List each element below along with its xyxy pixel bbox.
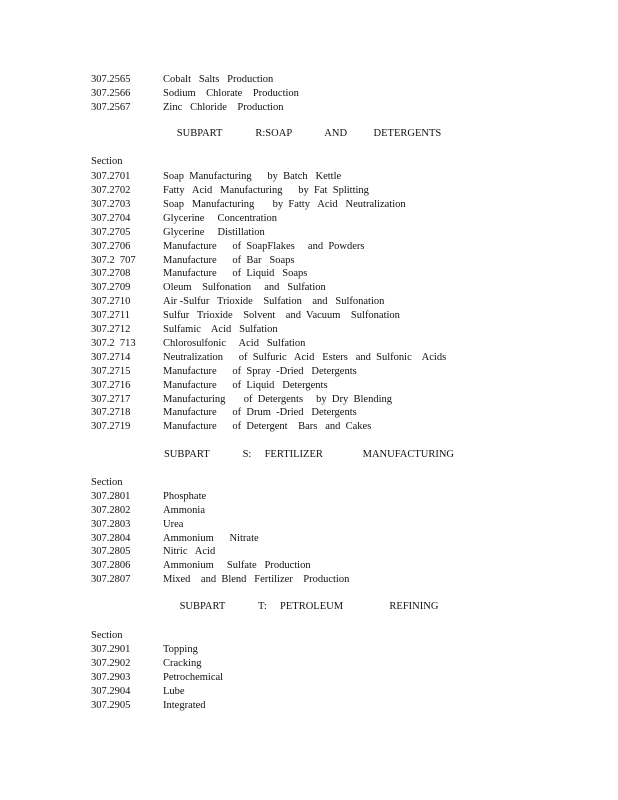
section-description: Topping [163, 644, 198, 655]
section-number: 307.2902 [91, 658, 131, 669]
section-description: Chlorosulfonic Acid Sulfation [163, 338, 306, 349]
section-number: 307.2802 [91, 505, 131, 516]
section-number: 307.2703 [91, 199, 131, 210]
section-description: Manufacture of Liquid Detergents [163, 380, 328, 391]
section-description: Cobalt Salts Production [163, 74, 274, 85]
subpart-heading: SUBPART R:SOAP AND DETERGENTS [176, 128, 442, 139]
section-number: 307.2804 [91, 533, 131, 544]
section-number: 307.2702 [91, 185, 131, 196]
section-description: Urea [163, 519, 184, 530]
section-column-label: Section [91, 630, 123, 641]
section-number: 307.2711 [91, 310, 130, 321]
section-number: 307.2567 [91, 102, 131, 113]
section-description: Manufacture of Liquid Soaps [163, 268, 308, 279]
section-number: 307.2719 [91, 421, 131, 432]
section-number: 307.2716 [91, 380, 131, 391]
section-description: Zinc Chloride Production [163, 102, 284, 113]
section-description: Lube [163, 686, 185, 697]
section-description: Manufacture of SoapFlakes and Powders [163, 241, 365, 252]
section-number: 307.2 713 [91, 338, 136, 349]
section-number: 307.2708 [91, 268, 131, 279]
section-description: Neutralization of Sulfuric Acid Esters and Sulfonic Acids [163, 352, 447, 363]
section-number: 307.2801 [91, 491, 131, 502]
section-description: Manufacture of Drum -Dried Detergents [163, 407, 357, 418]
section-number: 307.2705 [91, 227, 131, 238]
section-description: Glycerine Distillation [163, 227, 265, 238]
section-description: Manufacture of Bar Soaps [163, 255, 295, 266]
section-number: 307.2806 [91, 560, 131, 571]
section-number: 307.2709 [91, 282, 131, 293]
section-number: 307.2904 [91, 686, 131, 697]
section-number: 307.2717 [91, 394, 131, 405]
section-description: Glycerine Concentration [163, 213, 278, 224]
section-number: 307.2803 [91, 519, 131, 530]
section-number: 307.2712 [91, 324, 131, 335]
section-number: 307.2701 [91, 171, 131, 182]
section-description: Ammonia [163, 505, 205, 516]
section-number: 307.2901 [91, 644, 131, 655]
section-number: 307.2704 [91, 213, 131, 224]
section-number: 307.2905 [91, 700, 131, 711]
section-number: 307.2903 [91, 672, 131, 683]
section-description: Mixed and Blend Fertilizer Production [163, 574, 350, 585]
section-description: Cracking [163, 658, 202, 669]
section-description: Ammonium Nitrate [163, 533, 259, 544]
section-description: Fatty Acid Manufacturing by Fat Splitting [163, 185, 369, 196]
section-number: 307.2718 [91, 407, 131, 418]
section-description: Manufacturing of Detergents by Dry Blending [163, 394, 393, 405]
section-column-label: Section [91, 156, 123, 167]
subpart-heading: SUBPART S: FERTILIZER MANUFACTURING [163, 449, 455, 460]
section-column-label: Section [91, 477, 123, 488]
section-description: Nitric Acid [163, 546, 216, 557]
section-description: Air -Sulfur Trioxide Sulfation and Sulfonation [163, 296, 385, 307]
section-number: 307.2710 [91, 296, 131, 307]
section-number: 307.2 707 [91, 255, 136, 266]
section-description: Soap Manufacturing by Batch Kettle [163, 171, 342, 182]
section-description: Oleum Sulfonation and Sulfation [163, 282, 326, 293]
section-description: Sulfamic Acid Sulfation [163, 324, 278, 335]
section-number: 307.2805 [91, 546, 131, 557]
section-description: Ammonium Sulfate Production [163, 560, 311, 571]
section-number: 307.2566 [91, 88, 131, 99]
section-description: Integrated [163, 700, 206, 711]
section-number: 307.2714 [91, 352, 131, 363]
section-description: Sulfur Trioxide Solvent and Vacuum Sulfonation [163, 310, 400, 321]
section-number: 307.2807 [91, 574, 131, 585]
section-number: 307.2565 [91, 74, 131, 85]
section-description: Sodium Chlorate Production [163, 88, 299, 99]
subpart-heading: SUBPART T: PETROLEUM REFINING [179, 601, 439, 612]
section-description: Petrochemical [163, 672, 224, 683]
section-number: 307.2706 [91, 241, 131, 252]
section-description: Phosphate [163, 491, 207, 502]
section-description: Manufacture of Spray -Dried Detergents [163, 366, 357, 377]
section-number: 307.2715 [91, 366, 131, 377]
section-description: Manufacture of Detergent Bars and Cakes [163, 421, 372, 432]
section-description: Soap Manufacturing by Fatty Acid Neutralization [163, 199, 406, 210]
